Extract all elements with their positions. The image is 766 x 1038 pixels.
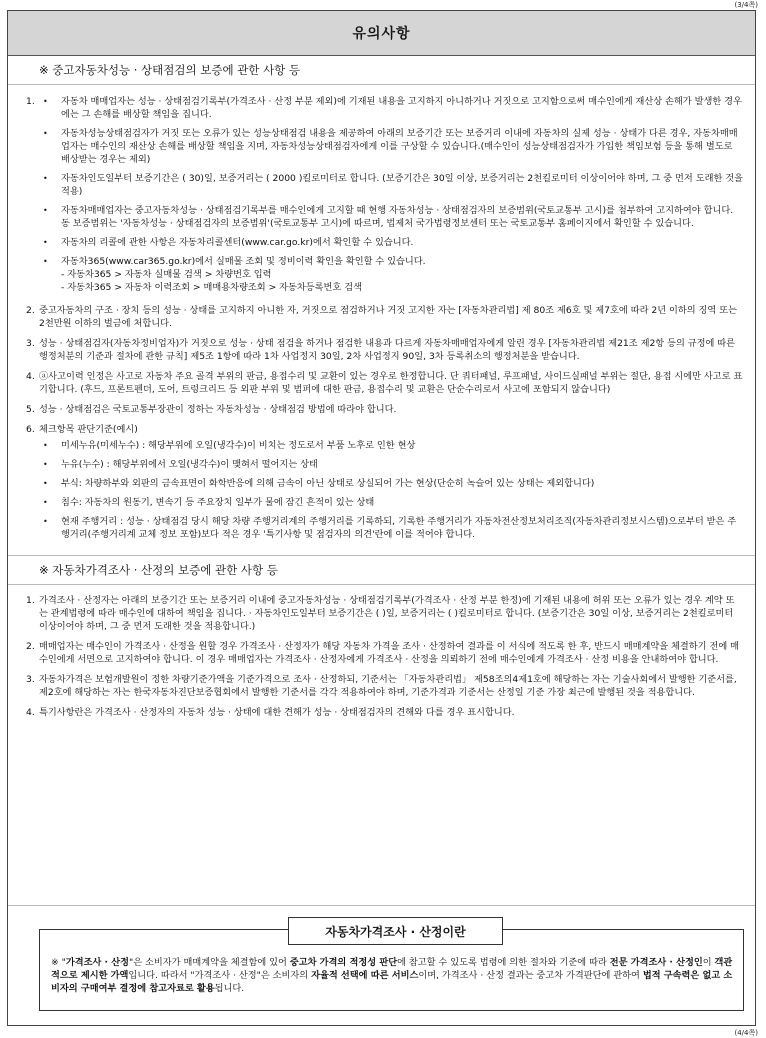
page-title: 유의사항 bbox=[8, 11, 755, 56]
bullet-item: • 부식: 차량하부와 외판의 금속표면이 화학반응에 의해 금속이 아닌 상태로 상실되어 가는 현상(단순히 녹슬어 있는 상태는 제외합니다) bbox=[43, 478, 595, 489]
definition-box bbox=[39, 924, 744, 1011]
bullet-item: • 자동차365(www.car365.go.kr)에서 실매물 조회 및 정비이력 확인을 확인할 수 있습니다. - 자동차365 > 자동차 실매물 검색 > 차량번호 입력 - 자동차365 > 자동차 이력조회 > 매매용차량조회 > 자동차등록번호 검색 bbox=[43, 256, 426, 293]
bullet-icon: • bbox=[43, 498, 48, 507]
bullet-item: • 자동차인도일부터 보증기간은 ( 30)일, 보증거리는 ( 2000 )킬로미터로 합니다. (보증기간은 30일 이상, 보증거리는 2천킬로미터 이상이어야 하며, 그 중 먼저 도래한 것을 적용) bbox=[43, 173, 744, 197]
section1-body bbox=[8, 85, 755, 541]
bullet-item: • 자동차성능상태점검자가 거짓 또는 오류가 있는 성능상태점검 내용을 제공하여 아래의 보증기간 또는 보증거리 이내에 자동차의 실제 성능 · 상태가 다른 경우, 자동차매매업자는 매수인의 재산상 손해를 배상할 책임을 지며, 자동차성능상태점검자에게 이를 구상할 수 있습니다.(매수인이 성능상태점검자가 가입한 책임보험 등을 통해 별도로 배상받는 경우는 제외) bbox=[43, 128, 738, 165]
page-number-top: (3/4쪽) bbox=[734, 1, 758, 9]
definition-box-title: 자동차가격조사 · 산정이란 bbox=[288, 917, 503, 945]
section2-body bbox=[8, 585, 755, 719]
bullet-item: • 자동차매매업자는 중고자동차성능 · 상태점검기록부를 매수인에게 고지할 때 현행 자동차성능 · 상태점검자의 보증범위(국토교통부 고시)를 첨부하여 고지하여야 합니다. 동 보증범위는 '자동차성능 · 상태점검자의 보증범위'(국토교통부 고시)에 따르며, 법제처 국가법령정보센터 또는 국토교통부 홈페이지에서 확인할 수 있습니다. bbox=[43, 205, 734, 229]
bullet-item: • 자동차 매매업자는 성능 · 상태점검기록부(가격조사 · 산정 부분 제외)에 기재된 내용을 고지하지 아니하거나 거짓으로 고지함으로써 매수인에게 재산상 손해가 발생한 경우에는 그 손해를 배상할 책임을 집니다. bbox=[43, 96, 742, 120]
item-number: 1. bbox=[26, 96, 35, 107]
path-line: - 자동차365 > 자동차 이력조회 > 매매용차량조회 > 자동차등록번호 검색 bbox=[61, 282, 362, 293]
bullet-icon: • bbox=[43, 479, 48, 488]
definition-box-text: ※ "가격조사 · 산정"은 소비자가 매매계약을 체결함에 있어 중고차 가격의 적정성 판단에 참고할 수 있도록 법령에 의한 절차와 기준에 따라 전문 가격조사 · 산정인이 객관적으로 제시한 가액입니다. 따라서 "가격조사 · 산정"은 소비자의 자율적 선택에 따른 서비스이며, 가격조사 · 산정 결과는 중고차 가격판단에 관하여 법적 구속력은 없고 소비자의 구매여부 결정에 참고자료로 활용됩니다. bbox=[51, 957, 733, 994]
list-item: 2. 매매업자는 매수인이 가격조사 · 산정을 원할 경우 가격조사 · 산정자가 해당 자동차 가격을 조사 · 산정하여 결과를 이 서식에 적도록 한 후, 반드시 매매계약을 체결하기 전에 매수인에게 서면으로 고지하여야 합니다. 이 경우 매매업자는 가격조사 · 산정자에게 가격조사 · 산정을 의뢰하기 전에 매수인에게 가격조사 · 산정 비용을 안내하여야 합니다. bbox=[26, 641, 739, 665]
list-item: 4. ⓐ사고이력 인정은 사고로 자동차 주요 골격 부위의 판금, 용접수리 및 교환이 있는 경우로 한정합니다. 단 쿼터패널, 루프패널, 사이드실패널 부위는 절단, 용접 시에만 사고로 표기합니다. (후드, 프론트펜더, 도어, 트렁크리드 등 외판 부위 및 범퍼에 대한 판금, 용접수리 및 교환은 단순수리로서 사고에 포함되지 않습니다) bbox=[26, 371, 743, 395]
bullet-icon: • bbox=[43, 97, 48, 106]
section1-heading: ※ 중고자동차성능 · 상태점검의 보증에 관한 사항 등 bbox=[8, 56, 755, 85]
bullet-icon: • bbox=[43, 174, 48, 183]
notice-frame bbox=[7, 10, 756, 1026]
bullet-icon: • bbox=[43, 206, 48, 215]
bullet-item: • 누유(누수) : 해당부위에서 오일(냉각수)이 맺혀서 떨어지는 상태 bbox=[43, 459, 318, 470]
bullet-item: • 미세누유(미세누수) : 해당부위에 오일(냉각수)이 비치는 정도로서 부품 노후로 인한 현상 bbox=[43, 440, 416, 451]
bullet-icon: • bbox=[43, 460, 48, 469]
list-item: 1. 가격조사 · 산정자는 아래의 보증기간 또는 보증거리 이내에 중고자동차성능 · 상태점검기록부(가격조사 · 산정 부분 한정)에 기재된 내용에 허위 또는 오류가 있는 경우 계약 또는 관계법령에 따라 매수인에 대하여 책임을 집니다. · 자동차인도일부터 보증기간은 ( )일, 보증거리는 ( )킬로미터로 합니다. (보증기간은 30일 이상, 보증거리는 2천킬로미터 이상이어야 하며, 그 중 먼저 도래한 것을 적용합니다.) bbox=[26, 595, 735, 632]
bullet-icon: • bbox=[43, 257, 48, 266]
bullet-icon: • bbox=[43, 238, 48, 247]
bullet-icon: • bbox=[43, 129, 48, 138]
divider bbox=[8, 905, 755, 906]
path-line: - 자동차365 > 자동차 실매물 검색 > 차량번호 입력 bbox=[61, 269, 272, 280]
bullet-item: • 현재 주행거리 : 성능 · 상태점검 당시 해당 차량 주행거리계의 주행거리를 기록하되, 기록한 주행거리가 자동차전산정보처리조직(자동차관리정보시스템)으로부터 받은 주행거리(주행거리계 교체 정보 포함)보다 적은 경우 '특기사항 및 점검자의 의견'란에 이를 적어야 합니다. bbox=[43, 516, 737, 540]
section2-heading: ※ 자동차가격조사 · 산정의 보증에 관한 사항 등 bbox=[8, 555, 755, 585]
list-item: 4. 특기사항란은 가격조사 · 산정자의 자동차 성능 · 상태에 대한 견해가 성능 · 상태점검자의 견해와 다를 경우 표시합니다. bbox=[26, 707, 515, 718]
list-item: 2. 중고자동차의 구조 · 장치 등의 성능 · 상태를 고지하지 아니한 자, 거짓으로 점검하거나 거짓 고지한 자는 [자동차관리법] 제 80조 제6호 및 제7호에 따라 2년 이하의 징역 또는 2천만원 이하의 벌금에 처합니다. bbox=[26, 305, 737, 329]
bullet-icon: • bbox=[43, 441, 48, 450]
bullet-icon: • bbox=[43, 517, 48, 526]
bullet-item: • 자동차의 리콜에 관한 사항은 자동차리콜센터(www.car.go.kr)에서 확인할 수 있습니다. bbox=[43, 237, 414, 248]
bullet-item: • 침수: 자동차의 원동기, 변속기 등 주요장치 일부가 물에 잠긴 흔적이 있는 상태 bbox=[43, 497, 375, 508]
list-item: 5. 성능 · 상태점검은 국토교통부장관이 정하는 자동차성능 · 상태점검 방법에 따라야 합니다. bbox=[26, 404, 397, 415]
list-item bbox=[26, 95, 743, 294]
list-item: 3. 자동차가격은 보험개발원이 정한 차량기준가액을 기준가격으로 조사 · 산정하되, 기준서는 「자동차관리법」 제58조의4제1호에 해당하는 자는 기술사회에서 발행한 기준서를, 제2호에 해당하는 자는 한국자동차진단보증협회에서 발행한 기준서를 각각 적용하여야 하며, 기준가격과 기준서는 산정일 기준 가장 최근에 발행된 것을 적용합니다. bbox=[26, 674, 737, 698]
page-number-bottom: (4/4쪽) bbox=[734, 1029, 758, 1037]
list-item: 6. 체크항목 판단기준(예시) bbox=[26, 424, 138, 435]
list-item: 3. 성능 · 상태점검자(자동차정비업자)가 거짓으로 성능 · 상태 점검을 하거나 점검한 내용과 다르게 자동차매매업자에게 알린 경우 [자동차관리법 제21조 제2항 등의 규정에 따른 행정처분의 기준과 절차에 관한 규칙] 제5조 1항에 따라 1차 사업정지 30일, 2차 사업정지 90일, 3차 등록취소의 행정처분을 받습니다. bbox=[26, 338, 736, 362]
